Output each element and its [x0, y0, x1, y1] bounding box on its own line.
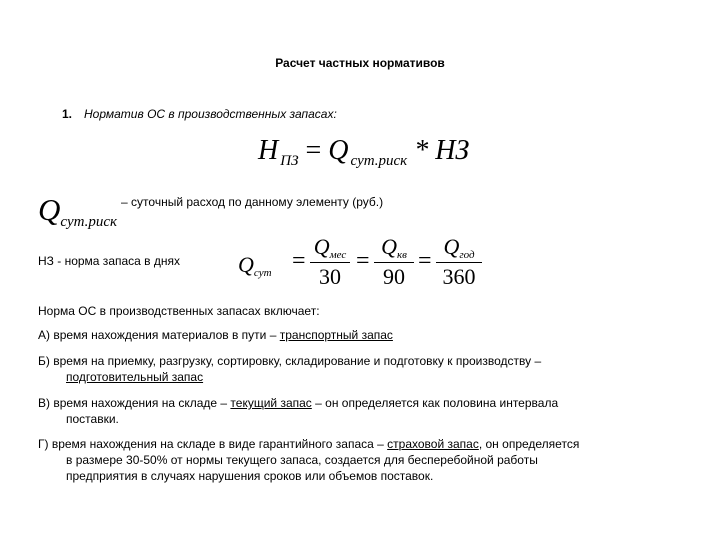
q-definition — [38, 192, 383, 231]
item-a-text: А) время нахождения материалов в пути – — [38, 328, 280, 342]
item-v-suffix: – он определяется как половина интервала — [311, 396, 559, 410]
nz-definition: НЗ - норма запаса в днях — [38, 254, 181, 268]
list-item-v — [38, 395, 558, 427]
frac2-sub: кв — [396, 249, 407, 261]
item-v-text: В) время нахождения на складе – — [38, 396, 231, 410]
frac3-num: Q — [443, 234, 460, 259]
frac3-den: 360 — [442, 264, 476, 289]
formula-eq: = — [305, 135, 322, 166]
item-g-suffix: , он определяется — [478, 437, 580, 451]
fraction-1 — [310, 234, 350, 289]
section-number: 1. — [62, 107, 73, 121]
norm-intro: Норма ОС в производственных запасах включает: — [38, 304, 320, 318]
q-description: – суточный расход по данному элементу (руб.) — [121, 195, 384, 209]
item-v-line2: поставки. — [66, 412, 119, 426]
item-g-text: Г) время нахождения на складе в виде гарантийного запаса – — [38, 437, 388, 451]
frac-lhs-sub: сут — [253, 267, 272, 280]
formula-lhs: Н — [258, 135, 279, 166]
frac-eq-1: = — [292, 248, 306, 274]
q-symbol-sub: сут.риск — [60, 214, 118, 230]
frac3-sub: год — [459, 249, 475, 261]
formula-op: * НЗ — [414, 135, 470, 166]
frac1-den: 30 — [319, 264, 341, 289]
item-b-term: подготовительный запас — [66, 370, 204, 384]
list-item-a — [38, 327, 393, 343]
section-title: Норматив ОС в производственных запасах: — [84, 107, 337, 121]
item-a-term: транспортный запас — [279, 328, 393, 342]
frac1-num: Q — [313, 234, 330, 259]
frac-lhs: Q — [238, 252, 254, 277]
frac2-bar — [374, 262, 414, 263]
frac3-bar — [436, 262, 482, 263]
list-item-b — [38, 353, 541, 385]
formula-q-sub: сут.риск — [350, 153, 408, 169]
q-symbol: Q — [38, 192, 61, 227]
item-v-term: текущий запас — [230, 396, 312, 410]
frac1-bar — [310, 262, 350, 263]
item-g-line2: в размере 30-50% от нормы текущего запаса, создается для бесперебойной работы — [66, 453, 538, 467]
main-formula — [258, 135, 469, 170]
section-heading — [62, 107, 337, 121]
item-g-term: страховой запас — [387, 437, 479, 451]
item-b-text: Б) время на приемку, разгрузку, сортировку, складирование и подготовку к производству – — [38, 354, 542, 368]
formula-lhs-sub: ПЗ — [280, 153, 299, 169]
frac1-sub: мес — [329, 249, 347, 261]
frac2-num: Q — [381, 234, 397, 259]
frac-eq-3: = — [418, 248, 432, 274]
fraction-2 — [374, 234, 414, 289]
fraction-formula — [238, 234, 476, 290]
frac2-den: 90 — [383, 264, 405, 289]
item-g-line3: предприятия в случаях нарушения сроков или объемов поставок. — [66, 469, 434, 483]
formula-q: Q — [328, 135, 349, 166]
list-item-g — [38, 436, 579, 484]
page-title: Расчет частных нормативов — [275, 56, 445, 70]
fraction-3 — [436, 234, 482, 289]
frac-eq-2: = — [356, 248, 370, 274]
